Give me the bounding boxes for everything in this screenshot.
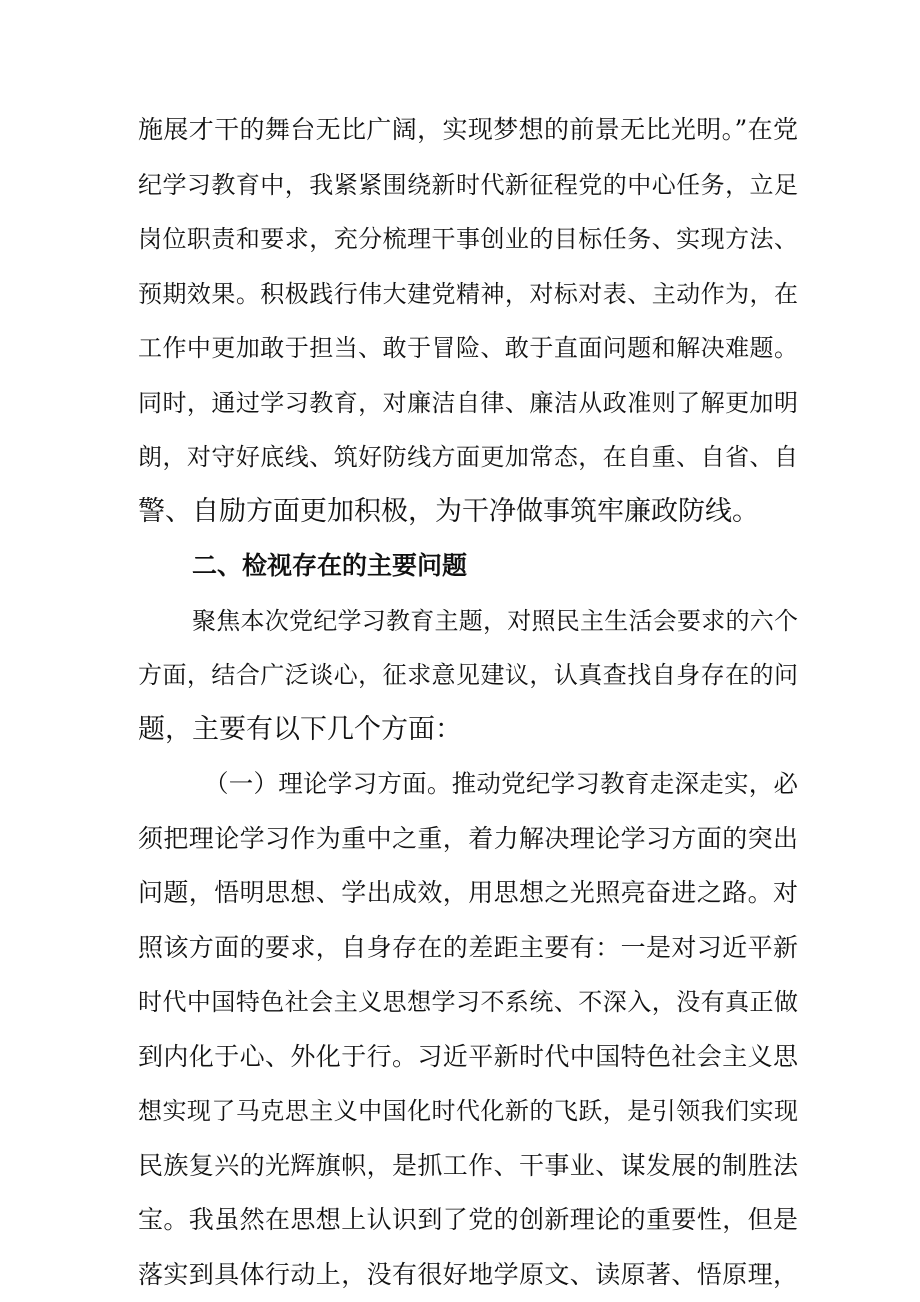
text-line: 聚焦本次党纪学习教育主题，对照民主生活会要求的六个 xyxy=(138,594,798,649)
paragraph-theory-study xyxy=(138,757,798,1302)
text-line: （一）理论学习方面。推动党纪学习教育走深走实，必 xyxy=(138,757,798,812)
text-line: 宝。我虽然在思想上认识到了党的创新理论的重要性，但是 xyxy=(138,1193,798,1248)
text-line: 预期效果。积极践行伟大建党精神，对标对表、主动作为，在 xyxy=(138,267,798,322)
text-line: 同时，通过学习教育，对廉洁自律、廉洁从政准则了解更加明 xyxy=(138,376,798,431)
text-line: 民族复兴的光辉旗帜，是抓工作、干事业、谋发展的制胜法 xyxy=(138,1139,798,1194)
text-line: 须把理论学习作为重中之重，着力解决理论学习方面的突出 xyxy=(138,812,798,867)
document-body xyxy=(138,103,798,1302)
text-line: 工作中更加敢于担当、敢于冒险、敢于直面问题和解决难题。 xyxy=(138,321,798,376)
text-line: 方面，结合广泛谈心，征求意见建议，认真查找自身存在的问 xyxy=(138,648,798,703)
text-line: 朗，对守好底线、筑好防线方面更加常态，在自重、自省、自 xyxy=(138,430,798,485)
text-line: 照该方面的要求，自身存在的差距主要有：一是对习近平新 xyxy=(138,921,798,976)
section-heading: 二、检视存在的主要问题 xyxy=(138,539,798,594)
text-line: 时代中国特色社会主义思想学习不系统、不深入，没有真正做 xyxy=(138,975,798,1030)
text-line: 纪学习教育中，我紧紧围绕新时代新征程党的中心任务，立足 xyxy=(138,158,798,213)
paragraph-continuation xyxy=(138,103,798,539)
text-line: 到内化于心、外化于行。习近平新时代中国特色社会主义思 xyxy=(138,1030,798,1085)
text-line: 岗位职责和要求，充分梳理干事创业的目标任务、实现方法、 xyxy=(138,212,798,267)
text-line: 警、自励方面更加积极，为干净做事筑牢廉政防线。 xyxy=(138,485,798,540)
text-line: 落实到具体行动上，没有很好地学原文、读原著、悟原理， xyxy=(138,1248,798,1302)
text-line: 施展才干的舞台无比广阔，实现梦想的前景无比光明。”在党 xyxy=(138,103,798,158)
text-line: 问题，悟明思想、学出成效，用思想之光照亮奋进之路。对 xyxy=(138,866,798,921)
paragraph-intro xyxy=(138,594,798,758)
text-line: 想实现了马克思主义中国化时代化新的飞跃，是引领我们实现 xyxy=(138,1084,798,1139)
text-line: 题，主要有以下几个方面： xyxy=(138,703,798,758)
